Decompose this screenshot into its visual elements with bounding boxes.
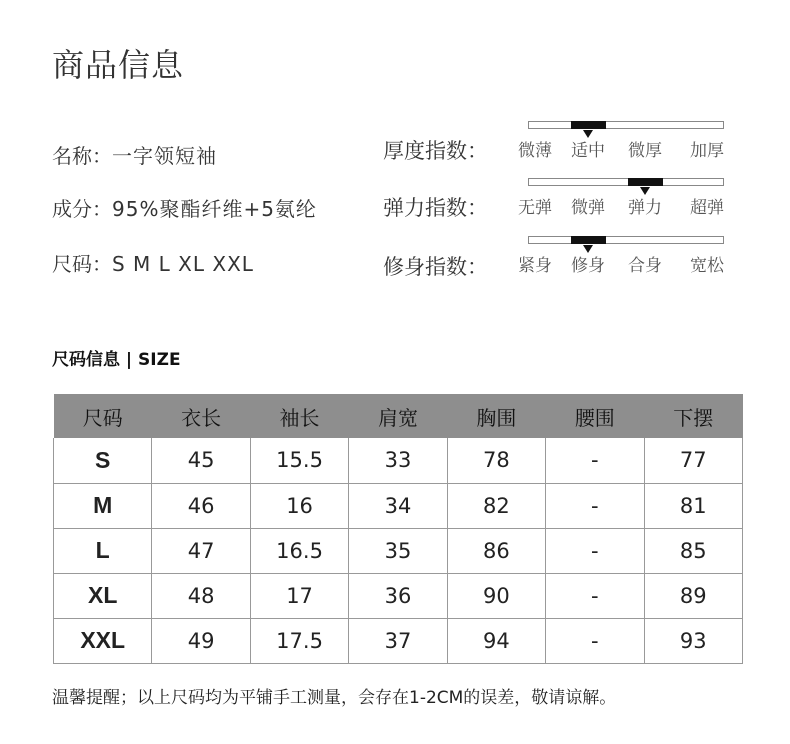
table-cell: 34 (349, 483, 447, 528)
measurement-note: 温馨提醒；以上尺码均为平铺手工测量，会存在1-2CM的误差，敬请谅解。 (52, 688, 617, 708)
table-row (54, 618, 743, 663)
table-cell: - (546, 483, 644, 528)
index-option: 微薄 (518, 141, 552, 161)
table-cell: - (546, 618, 644, 663)
product-name-label: 名称： (52, 144, 112, 168)
table-cell: - (546, 438, 644, 483)
index-option: 修身 (571, 256, 605, 276)
index-option: 宽松 (690, 256, 724, 276)
column-header-waist: 腰围 (546, 394, 644, 438)
table-row (54, 483, 743, 528)
index-option: 弹力 (628, 198, 662, 218)
index-option: 微厚 (628, 141, 662, 161)
material-label: 成分： (52, 197, 112, 221)
table-cell: 94 (447, 618, 545, 663)
table-cell: 86 (447, 528, 545, 573)
size-name-cell: M (54, 483, 152, 528)
product-name-line (52, 140, 217, 169)
column-header-shoulder: 肩宽 (349, 394, 447, 438)
index-scale-bar (528, 178, 724, 186)
index-option: 紧身 (518, 256, 552, 276)
table-cell: 16.5 (250, 528, 348, 573)
table-cell: 93 (644, 618, 742, 663)
product-name-value: 一字领短袖 (112, 144, 217, 168)
size-line (52, 248, 254, 277)
table-row (54, 528, 743, 573)
size-table (53, 394, 743, 664)
table-cell: 45 (152, 438, 250, 483)
column-header-hem: 下摆 (644, 394, 742, 438)
column-header-size: 尺码 (54, 394, 152, 438)
index-scale-indicator (628, 178, 663, 186)
index-option: 合身 (628, 256, 662, 276)
table-cell: 48 (152, 573, 250, 618)
index-scale-bar (528, 236, 724, 244)
size-section-heading: 尺码信息 | SIZE (52, 350, 181, 370)
material-value: 95%聚酯纤维+5氨纶 (112, 197, 317, 221)
table-cell: 36 (349, 573, 447, 618)
table-cell: 16 (250, 483, 348, 528)
material-line (52, 193, 317, 222)
table-cell: 49 (152, 618, 250, 663)
thickness-index-label: 厚度指数： (383, 139, 488, 163)
table-cell: - (546, 573, 644, 618)
index-scale-indicator (571, 236, 606, 244)
table-cell: 78 (447, 438, 545, 483)
table-cell: 81 (644, 483, 742, 528)
fit-index-label: 修身指数： (383, 255, 488, 279)
table-cell: 35 (349, 528, 447, 573)
size-label: 尺码： (52, 252, 112, 276)
table-cell: 77 (644, 438, 742, 483)
table-cell: 15.5 (250, 438, 348, 483)
table-row (54, 438, 743, 483)
size-name-cell: S (54, 438, 152, 483)
column-header-sleeve: 袖长 (250, 394, 348, 438)
size-table-header (54, 394, 743, 438)
table-cell: 90 (447, 573, 545, 618)
column-header-length: 衣长 (152, 394, 250, 438)
size-name-cell: XXL (54, 618, 152, 663)
index-option: 加厚 (690, 141, 724, 161)
index-scale-indicator (571, 121, 606, 129)
size-value: S M L XL XXL (112, 252, 254, 276)
page-title: 商品信息 (52, 46, 185, 84)
table-cell: 47 (152, 528, 250, 573)
column-header-chest: 胸围 (447, 394, 545, 438)
table-cell: 33 (349, 438, 447, 483)
table-cell: 89 (644, 573, 742, 618)
table-row (54, 573, 743, 618)
index-option: 无弹 (518, 198, 552, 218)
index-option: 微弹 (571, 198, 605, 218)
table-cell: 82 (447, 483, 545, 528)
table-cell: 85 (644, 528, 742, 573)
size-name-cell: L (54, 528, 152, 573)
table-cell: 17.5 (250, 618, 348, 663)
index-option: 超弹 (690, 198, 724, 218)
index-option: 适中 (571, 141, 605, 161)
index-scale-bar (528, 121, 724, 129)
table-cell: - (546, 528, 644, 573)
table-cell: 17 (250, 573, 348, 618)
table-cell: 37 (349, 618, 447, 663)
table-cell: 46 (152, 483, 250, 528)
elasticity-index-label: 弹力指数： (383, 196, 488, 220)
size-name-cell: XL (54, 573, 152, 618)
